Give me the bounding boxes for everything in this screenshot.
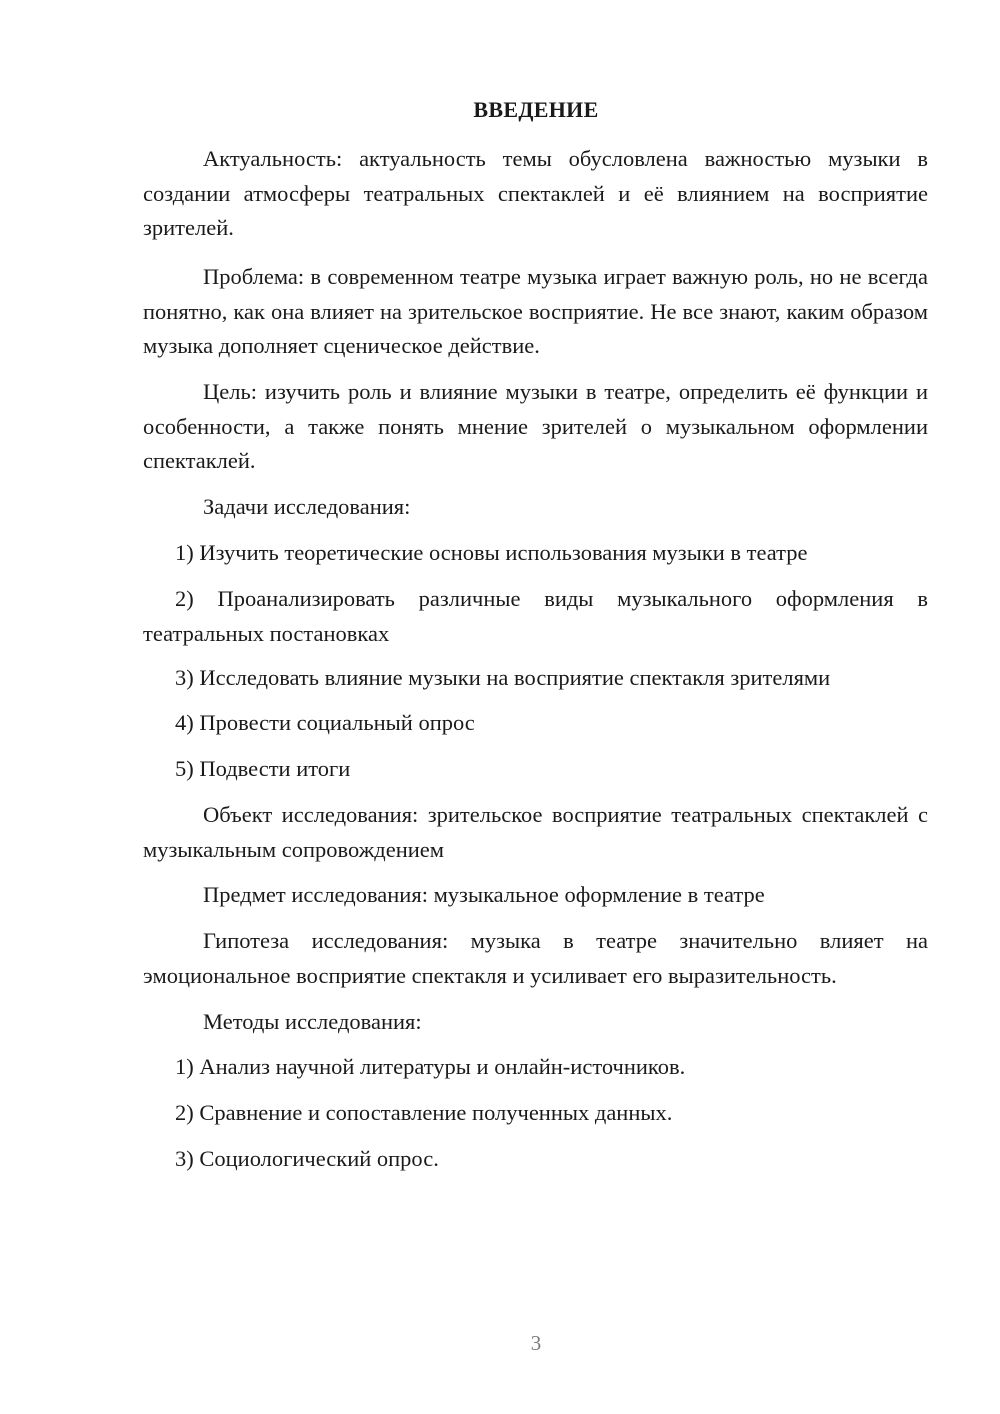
paragraph-problem: Проблема: в современном театре музыка играет важную роль, но не всегда понятно, как она влияет на зрительское восприятие. Не все знают, каким образом музыка дополняет сценическое действие. [143, 264, 928, 358]
section-heading: ВВЕДЕНИЕ [473, 97, 599, 122]
paragraph-goal: Цель: изучить роль и влияние музыки в театре, определить её функции и особенности, а также понять мнение зрителей о музыкальном оформлении спектаклей. [143, 379, 928, 473]
paragraph-hypothesis: Гипотеза исследования: музыка в театре значительно влияет на эмоциональное восприятие спектакля и усиливает его выразительность. [143, 928, 928, 988]
page-number: 3 [530, 1331, 542, 1355]
paragraph-object: Объект исследования: зрительское восприятие театральных спектаклей с музыкальным сопровождением [143, 802, 928, 862]
paragraph-tasks-heading: Задачи исследования: [203, 494, 411, 519]
paragraph-relevance: Актуальность: актуальность темы обусловлена важностью музыки в создании атмосферы театральных спектаклей и её влиянием на восприятие зрителей. [143, 146, 928, 240]
task-item-5: 5) Подвести итоги [175, 756, 351, 781]
task-item-4: 4) Провести социальный опрос [175, 710, 475, 735]
task-item-3: 3) Исследовать влияние музыки на восприятие спектакля зрителями [175, 665, 831, 690]
method-item-1: 1) Анализ научной литературы и онлайн-источников. [175, 1054, 686, 1079]
paragraph-methods-heading: Методы исследования: [203, 1009, 422, 1034]
method-item-2: 2) Сравнение и сопоставление полученных данных. [175, 1100, 673, 1125]
paragraph-subject: Предмет исследования: музыкальное оформление в театре [203, 882, 765, 907]
task-item-2: 2) Проанализировать различные виды музыкального оформления в театральных постановках [143, 586, 928, 646]
method-item-3: 3) Социологический опрос. [175, 1146, 439, 1171]
task-item-1: 1) Изучить теоретические основы использования музыки в театре [175, 540, 808, 565]
